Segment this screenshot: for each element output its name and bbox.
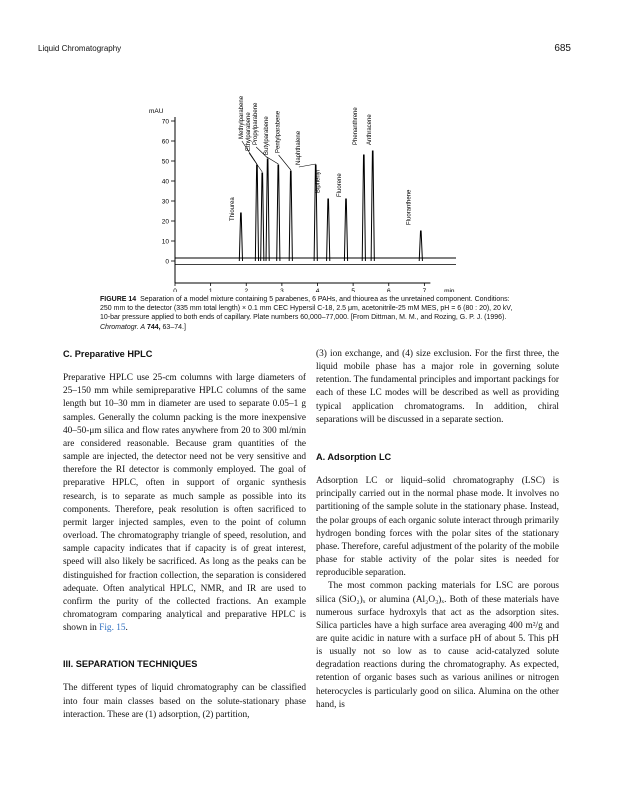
section-heading-preparative-hplc: C. Preparative HPLC	[63, 349, 153, 359]
peak-label: Fluoranthene	[406, 189, 413, 225]
peak-leader-line	[249, 153, 262, 172]
y-tick-label: 40	[161, 178, 169, 186]
peak-label: Pentylparabene	[275, 110, 282, 153]
paragraph: The different types of liquid chromatography can be classified into four main classes based on the solute-stationary phase interaction. These are (1) adsorption, (2) partition,	[63, 683, 306, 720]
right-column	[316, 348, 559, 712]
peak-label: Ethylparabene	[246, 112, 253, 151]
x-axis-label: min	[444, 288, 455, 292]
caption-label: FIGURE 14	[100, 296, 137, 303]
paragraph-text: Preparative HPLC use 25-cm columns with large diameters of 25–150 mm while semipreparative HPLC columns of the same length but 10–30 mm in diameter are used to separate 0.05–1 g samples. Generally the column packing is the more inexpensive 40–50-μm silica and flow rates anywhere from 20 to 300 ml/min are considered reasonable. Because gram quantities of the sample are injected, the detector need not be very sensitive and therefore the RI detector is commonly employed. The goal of preparative HPLC, often in support of organic synthesis research, is to separate as much sample as possible into its components. Therefore, peak resolution is often sacrificed to permit larger injected samples, even to the point of column overload. The chromatography triangle of speed, resolution, and sample capacity indicates that if capacity is of great interest, speed will also likely be sacrificed. As long as the peaks can be distinguished for fraction collection, the separation is considered adequate. Often analytical HPLC, NMR, and IR are used to confirm the purity of the collected fractions. An example chromatogram comparing analytical and preparative HPLC is shown in	[63, 373, 306, 634]
x-tick-label: 1	[208, 288, 213, 292]
x-tick-label: 3	[280, 288, 284, 292]
peak-label: Fluorene	[336, 173, 343, 197]
chromatogram-peak	[344, 199, 347, 261]
y-tick-label: 50	[161, 158, 169, 166]
section-heading-adsorption-lc: A. Adsorption LC	[316, 451, 392, 462]
peak-label: Thiourea	[230, 197, 236, 221]
peak-leader-line	[279, 155, 291, 170]
chromatogram-peak	[277, 165, 280, 261]
left-column	[63, 348, 306, 722]
paragraph: Adsorption LC or liquid–solid chromatography (LSC) is principally carried out in the normal phase mode. It involves no partitioning of the sample solute in the stationary phase. Instead, the polar groups of each organic solute interact through primarily hydrogen bonding forces with the polar sites of the stationary phase. Therefore, careful adjustment of the polarity of the mobile phase for stable activity of the polar sites is needed for reproducible separation.	[316, 476, 559, 579]
y-tick-label: 30	[161, 198, 169, 206]
x-tick-label: 5	[351, 288, 355, 292]
chromatogram-peak	[239, 213, 242, 261]
y-tick-label: 0	[165, 258, 169, 266]
paragraph-end: .	[125, 623, 128, 634]
y-tick-label: 10	[161, 238, 169, 246]
x-tick-label: 6	[386, 288, 391, 292]
caption-journal: Chromatogr. A	[100, 323, 145, 331]
peak-label: Biphenyl	[315, 169, 322, 193]
chromatogram-peak	[419, 231, 422, 261]
chromatogram-chart	[140, 60, 480, 292]
y-tick-label: 20	[161, 218, 169, 226]
chromatogram-peak	[362, 155, 365, 261]
caption-pages: 63–74.]	[162, 323, 186, 331]
figure-caption	[100, 295, 516, 332]
peak-label: Naphthalene	[295, 130, 302, 165]
paragraph: (3) ion exchange, and (4) size exclusion. For the first three, the liquid mobile phase has a major role in governing solute retention. The fundamental principles and important packings for each of these LC modes will be described as well as providing typical application chromatograms. In addition, chiral separations will be discussed in a separate section.	[316, 349, 559, 425]
peak-label: Phenanthrene	[352, 107, 359, 145]
caption-volume: 744,	[146, 323, 161, 331]
chromatogram-peak	[266, 159, 269, 261]
x-tick-label: 4	[315, 288, 320, 292]
chromatogram-peak	[327, 199, 330, 261]
x-tick-label: 0	[173, 288, 177, 292]
peak-label: Anthracene	[367, 114, 374, 145]
peak-label: Methylparabene	[238, 95, 245, 139]
running-title: Liquid Chromatography	[38, 44, 122, 53]
x-tick-label: 7	[422, 288, 427, 292]
chromatogram-peak	[371, 151, 374, 261]
section-heading-separation-techniques: III. SEPARATION TECHNIQUES	[63, 659, 198, 670]
y-tick-label: 70	[161, 118, 169, 126]
chromatogram-peak	[289, 171, 292, 261]
peak-label: Propylparabene	[253, 102, 260, 145]
paragraph	[63, 372, 306, 635]
y-tick-label: 60	[161, 138, 169, 146]
figure-link[interactable]: Fig. 15	[99, 623, 126, 634]
chromatogram-peak	[261, 173, 264, 261]
peak-leader-line	[267, 157, 278, 164]
page-number: 685	[554, 43, 571, 54]
y-axis-label: mAU	[149, 108, 164, 115]
caption-text: Separation of a model mixture containing 5 parabenes, 6 PAHs, and thiourea as the unretained component. Conditions: 250 mm to the detector (335 mm total length) × 0.1 mm CEC Hypersil C-18, 2.5 μm, acetonitrile-25 mM MES, pH = 6 (80 : 20), 20 kV, 10-bar pressure applied to both ends of capillary. Plate numbers 60,000–77,000. [From Dittman, M. M., and Rozing, G. P. J. (1996).	[100, 296, 513, 322]
peak-label: Butylparabene	[263, 116, 270, 155]
x-tick-label: 2	[244, 288, 249, 292]
paragraph: The most common packing materials for LSC are porous silica (SiO₂)ₓ or alumina (Al₂O₃)ₓ. Both of these materials have numerous surface hydroxyls that act as the adsorption sites. Silica particles have a high surface area averaging 400 m²/g and are quite acidic in nature with a surface pH of about 5. This pH is usually not so low as to cause acid-catalyzed solute degradation reactions during the chromatography. As expected, retention of organic bases such as various anilines or nitrogen heterocycles is particularly good on silica. Alumina on the other hand, is	[316, 581, 559, 710]
chromatogram-peak	[255, 165, 258, 261]
